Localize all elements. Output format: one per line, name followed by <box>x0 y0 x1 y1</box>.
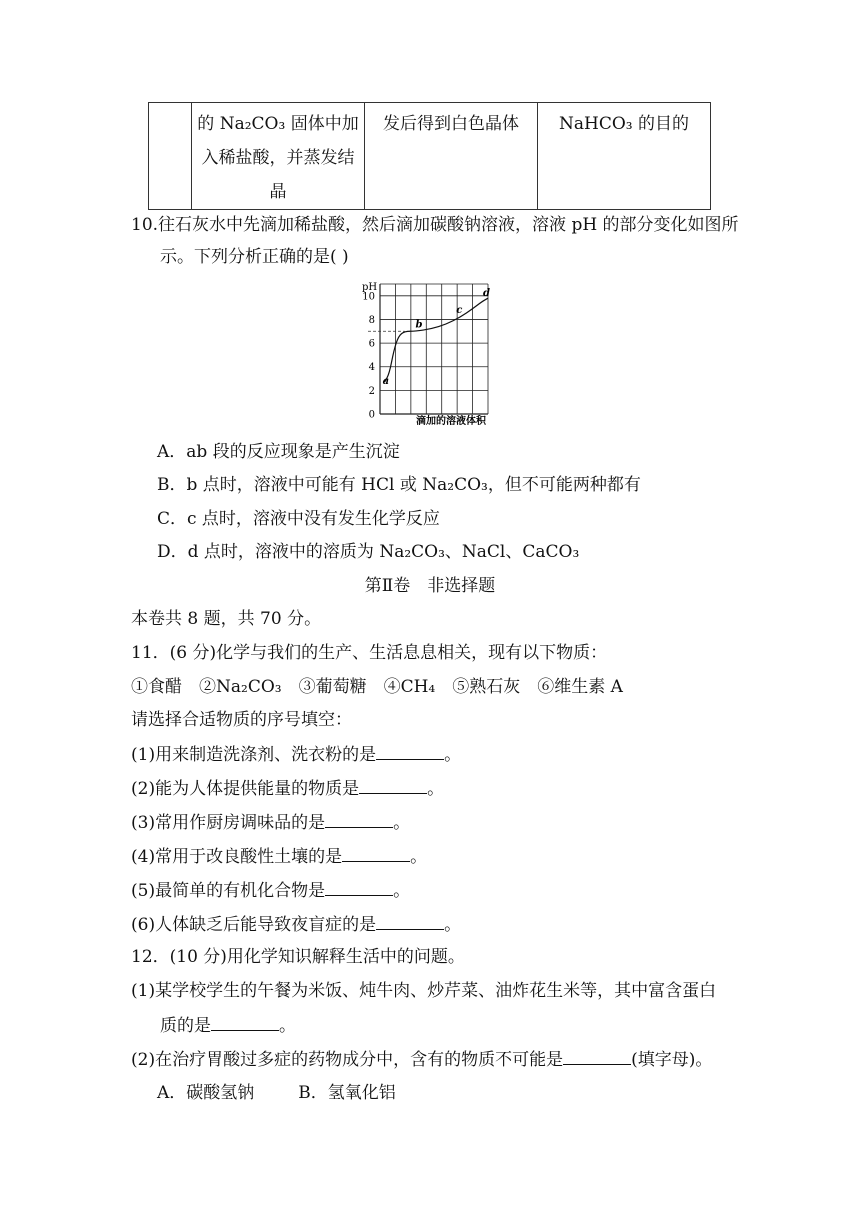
period: 。 <box>393 813 411 833</box>
answer-blank[interactable] <box>563 1047 631 1065</box>
answer-blank[interactable] <box>325 810 393 828</box>
y-tick-label: 0 <box>368 409 375 421</box>
q12-item-suffix: (填字母)。 <box>631 1050 713 1070</box>
table-row <box>149 103 711 210</box>
section-desc: 本卷共 8 题，共 70 分。 <box>131 609 322 629</box>
q11-item-2 <box>131 776 444 801</box>
chart-grid <box>380 284 488 414</box>
answer-blank[interactable] <box>376 912 444 930</box>
cell-line: 的 Na₂CO₃ 固体中加 <box>197 114 359 134</box>
q11-item-5 <box>131 878 410 903</box>
y-tick-label: 4 <box>368 362 375 374</box>
point-label-b: b <box>415 319 423 331</box>
q12-item-text: 质的是 <box>160 1016 211 1036</box>
q10-stem-line1: 10.往石灰水中先滴加稀盐酸，然后滴加碳酸钠溶液，溶液 pH 的部分变化如图所 <box>131 215 739 235</box>
q12-option-a: A．碳酸氢钠 <box>157 1083 255 1103</box>
q11-item-3 <box>131 810 410 835</box>
cell-line: 发后得到白色晶体 <box>383 114 519 134</box>
q12-options <box>157 1081 396 1105</box>
q10-option-c: C．c 点时，溶液中没有发生化学反应 <box>157 509 440 529</box>
cell-line: NaHCO₃ 的目的 <box>559 114 689 134</box>
answer-blank[interactable] <box>211 1013 279 1031</box>
q11-item-4 <box>131 844 427 869</box>
q12-stem: 12．(10 分)用化学知识解释生活中的问题。 <box>131 947 465 967</box>
answer-blank[interactable] <box>342 844 410 862</box>
q10-option-b: B．b 点时，溶液中可能有 HCl 或 Na₂CO₃，但不可能两种都有 <box>157 475 641 495</box>
q10-option-a: A．ab 段的反应现象是产生沉淀 <box>157 442 400 462</box>
table-cell-phenomenon <box>365 103 538 210</box>
q10-stem-line2: 示。下列分析正确的是( ) <box>160 247 349 267</box>
q10-option-d: D．d 点时，溶液中的溶质为 Na₂CO₃、NaCl、CaCO₃ <box>157 542 580 562</box>
q11-substances: ①食醋 ②Na₂CO₃ ③葡萄糖 ④CH₄ ⑤熟石灰 ⑥维生素 A <box>131 677 623 697</box>
answer-table-fragment <box>148 102 711 210</box>
section-title: 第Ⅱ卷 非选择题 <box>364 576 496 596</box>
point-label-d: d <box>483 288 490 300</box>
q12-item1-line1: (1)某学校学生的午餐为米饭、炖牛肉、炒芹菜、油炸花生米等，其中富含蛋白 <box>131 981 717 1001</box>
table-cell-method <box>192 103 365 210</box>
y-tick-label: 2 <box>368 385 375 397</box>
q11-item-text: (1)用来制造洗涤剂、洗衣粉的是 <box>131 745 377 765</box>
q11-item-1 <box>131 742 461 767</box>
period: 。 <box>427 779 445 799</box>
period: 。 <box>444 915 462 935</box>
period: 。 <box>393 881 411 901</box>
y-axis-label: pH <box>362 282 378 293</box>
y-tick-label: 10 <box>362 291 375 303</box>
answer-blank[interactable] <box>359 776 427 794</box>
q12-item1-line2 <box>160 1013 296 1038</box>
y-tick-labels <box>362 291 375 420</box>
q11-stem: 11．(6 分)化学与我们的生产、生活息息相关，现有以下物质： <box>131 643 608 663</box>
table-cell-purpose <box>538 103 711 210</box>
q11-instruction: 请选择合适物质的序号填空： <box>131 710 352 730</box>
q12-item2 <box>131 1047 712 1072</box>
point-label-a: a <box>382 376 390 388</box>
q11-item-6 <box>131 912 461 937</box>
answer-blank[interactable] <box>376 742 444 760</box>
period: 。 <box>444 745 462 765</box>
x-axis-label: 滴加的溶液体积 <box>416 416 486 426</box>
table-cell-index <box>149 103 192 210</box>
y-tick-label: 6 <box>368 338 375 350</box>
ph-chart <box>360 280 500 426</box>
y-tick-label: 8 <box>368 314 375 326</box>
point-label-c: c <box>456 305 463 317</box>
cell-line: 晶 <box>269 182 287 202</box>
q11-item-text: (6)人体缺乏后能导致夜盲症的是 <box>131 915 377 935</box>
q11-item-text: (3)常用作厨房调味品的是 <box>131 813 326 833</box>
period: 。 <box>279 1016 296 1036</box>
q12-item-text: (2)在治疗胃酸过多症的药物成分中，含有的物质不可能是 <box>131 1050 564 1070</box>
q11-item-text: (5)最简单的有机化合物是 <box>131 881 326 901</box>
q11-item-text: (2)能为人体提供能量的物质是 <box>131 779 360 799</box>
answer-blank[interactable] <box>325 878 393 896</box>
period: 。 <box>410 847 428 867</box>
q11-item-text: (4)常用于改良酸性土壤的是 <box>131 847 343 867</box>
cell-line: 入稀盐酸，并蒸发结 <box>201 148 355 168</box>
q12-option-b: B．氢氧化铝 <box>298 1083 396 1103</box>
